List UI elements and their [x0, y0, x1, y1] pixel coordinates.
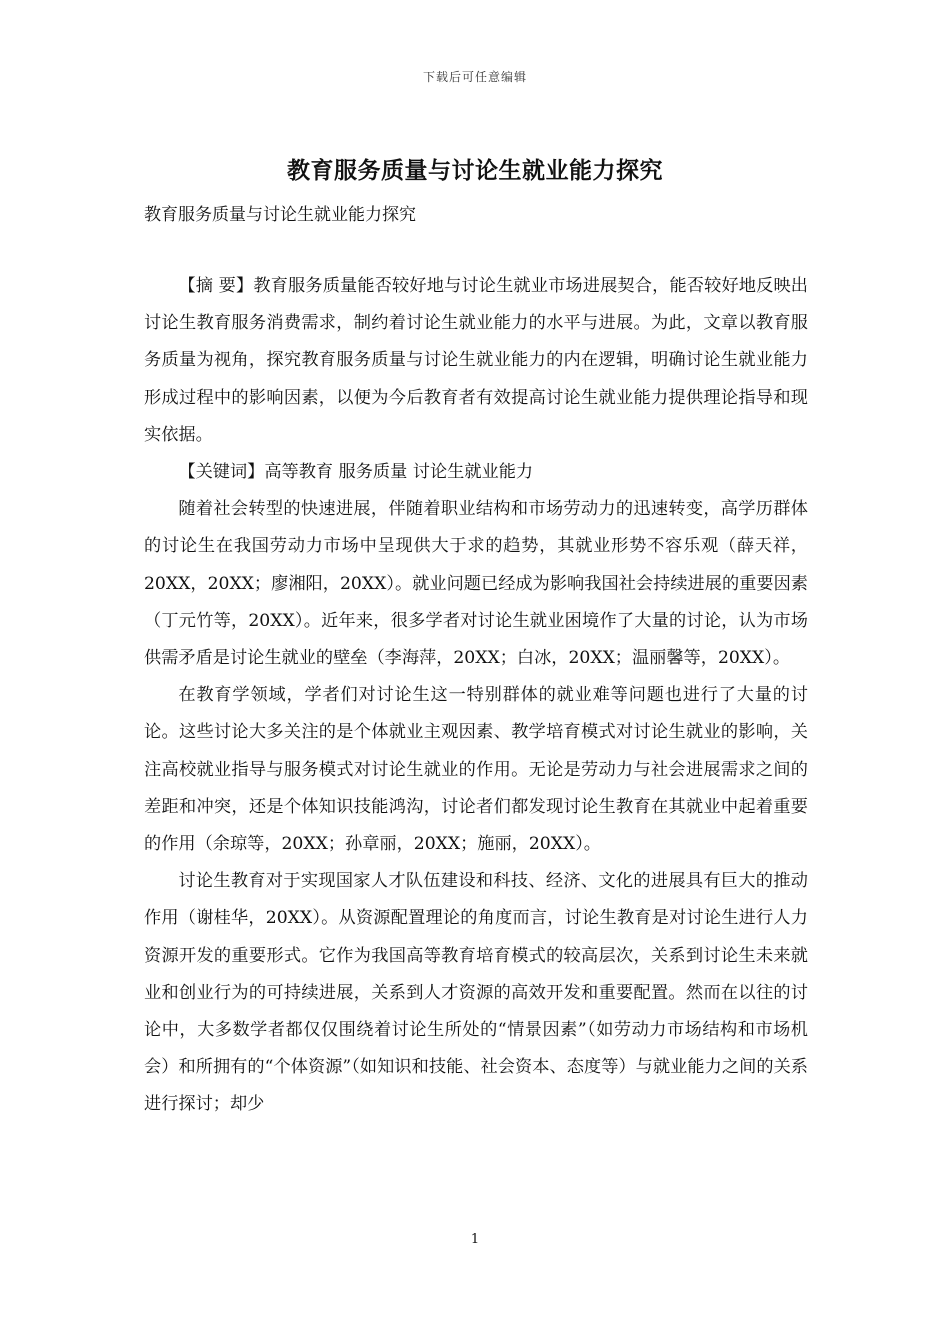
document-subtitle: 教育服务质量与讨论生就业能力探究	[144, 205, 416, 225]
body-paragraph: 随着社会转型的快速进展，伴随着职业结构和市场劳动力的迅速转变，高学历群体的讨论生在我国劳动力市场中呈现供大于求的趋势，其就业形势不容乐观（薛天祥，20XX，20XX；廖湘阳，20XX）。就业问题已经成为影响我国社会持续进展的重要因素（丁元竹等，20XX）。近年来，很多学者对讨论生就业困境作了大量的讨论，认为市场供需矛盾是讨论生就业的壁垒（李海萍，20XX；白冰，20XX；温丽馨等，20XX）。	[144, 499, 808, 669]
page-number: 1	[470, 1232, 480, 1247]
document-body	[144, 268, 808, 1124]
body-paragraph: 在教育学领域，学者们对讨论生这一特别群体的就业难等问题也进行了大量的讨论。这些讨论大多关注的是个体就业主观因素、教学培育模式对讨论生就业的影响，关注高校就业指导与服务模式对讨论生就业的作用。无论是劳动力与社会进展需求之间的差距和冲突，还是个体知识技能鸿沟，讨论者们都发现讨论生教育在其就业中起着重要的作用（余琼等，20XX；孙章丽，20XX；施丽，20XX）。	[144, 685, 808, 855]
keywords-paragraph: 【关键词】高等教育 服务质量 讨论生就业能力	[178, 462, 534, 483]
page-header: 下载后可任意编辑	[422, 70, 527, 84]
document-title: 教育服务质量与讨论生就业能力探究	[287, 158, 663, 184]
abstract-paragraph: 【摘 要】教育服务质量能否较好地与讨论生就业市场进展契合，能否较好地反映出讨论生教育服务消费需求，制约着讨论生就业能力的水平与进展。为此，文章以教育服务质量为视角，探究教育服务质量与讨论生就业能力的内在逻辑，明确讨论生就业能力形成过程中的影响因素，以便为今后教育者有效提高讨论生就业能力提供理论指导和现实依据。	[144, 276, 808, 445]
body-paragraph: 讨论生教育对于实现国家人才队伍建设和科技、经济、文化的进展具有巨大的推动作用（谢桂华，20XX）。从资源配置理论的角度而言，讨论生教育是对讨论生进行人力资源开发的重要形式。它作为我国高等教育培育模式的较高层次，关系到讨论生未来就业和创业行为的可持续进展，关系到人才资源的高效开发和重要配置。然而在以往的讨论中，大多数学者都仅仅围绕着讨论生所处的“情景因素”（如劳动力市场结构和市场机会）和所拥有的“个体资源”（如知识和技能、社会资本、态度等）与就业能力之间的关系进行探讨；却少	[144, 871, 808, 1115]
